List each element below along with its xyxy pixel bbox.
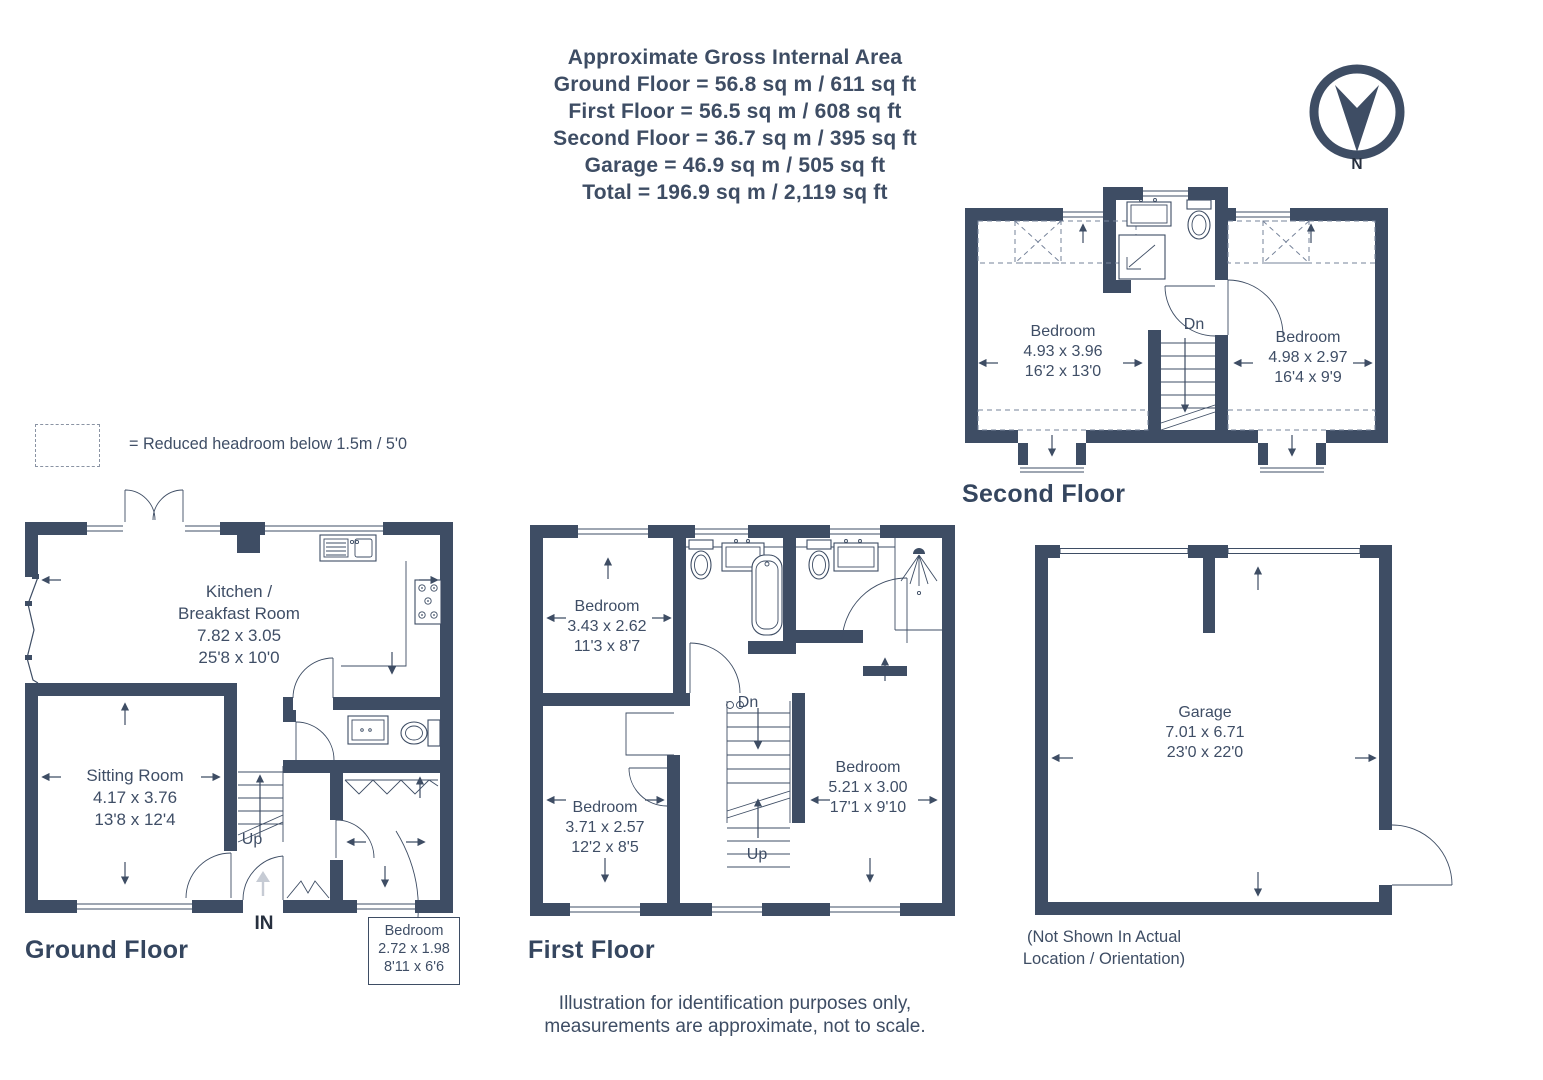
- summary-first: First Floor = 56.5 sq m / 608 sq ft: [568, 100, 902, 123]
- second-bedroom-left-label: Bedroom 4.93 x 3.96 16'2 x 13'0: [1023, 323, 1103, 380]
- first-floor-title: First Floor: [528, 936, 655, 964]
- ground-floor-plan: [25, 475, 465, 935]
- kitchen-sink-icon: [320, 535, 376, 561]
- garage-label: Garage 7.01 x 6.71 23'0 x 22'0: [1165, 704, 1245, 761]
- summary-garage: Garage = 46.9 sq m / 505 sq ft: [584, 154, 886, 177]
- ground-wardrobe: [345, 780, 438, 794]
- wc-fixtures: [348, 716, 440, 746]
- sitting-room-label: Sitting Room 4.17 x 3.76 13'8 x 12'4: [86, 766, 184, 829]
- first-bedroom-back-label: Bedroom 3.71 x 2.57 12'2 x 8'5: [565, 799, 645, 856]
- second-stairs-down-label: Dn: [1183, 316, 1205, 333]
- compass-north-label: N: [1351, 156, 1363, 173]
- ground-bedroom-label-box: Bedroom 2.72 x 1.98 8'11 x 6'6: [368, 917, 460, 985]
- first-bedroom-front-label: Bedroom 3.43 x 2.62 11'3 x 8'7: [567, 598, 647, 655]
- second-bedroom-right-label: Bedroom 4.98 x 2.97 16'4 x 9'9: [1268, 329, 1348, 386]
- second-stairs: [1161, 338, 1215, 430]
- ground-floor-title: Ground Floor: [25, 936, 189, 964]
- summary-second: Second Floor = 36.7 sq m / 395 sq ft: [553, 127, 917, 150]
- ground-stairs-up-label: Up: [241, 831, 263, 848]
- bed2-closet: [626, 713, 674, 755]
- summary-ground: Ground Floor = 56.8 sq m / 611 sq ft: [553, 73, 917, 96]
- shower-head-icon: [913, 548, 925, 554]
- french-doors: [125, 490, 183, 522]
- second-bathroom-fixtures: [1119, 199, 1211, 280]
- summary-title: Approximate Gross Internal Area: [567, 46, 903, 69]
- first-bedroom-right-label: Bedroom 5.21 x 3.00 17'1 x 9'10: [828, 759, 908, 816]
- second-floor-title: Second Floor: [962, 480, 1126, 508]
- gross-internal-area-summary: [500, 44, 970, 206]
- entrance-arrow-icon: [256, 871, 270, 896]
- kitchen-label: Kitchen / Breakfast Room 7.82 x 3.05 25'8 x 10'0: [178, 582, 300, 667]
- hob-icon: [415, 580, 441, 624]
- north-compass-icon: [1305, 58, 1410, 170]
- first-stairs-up-label: Up: [746, 846, 768, 863]
- disclaimer: Illustration for identification purposes only, measurements are approximate, not to scale.: [544, 993, 926, 1037]
- ground-bay-window: [25, 574, 39, 683]
- summary-total: Total = 196.9 sq m / 2,119 sq ft: [582, 181, 888, 204]
- first-stairs-down-label: Dn: [737, 694, 759, 711]
- reduced-headroom-swatch: [35, 424, 100, 467]
- bathroom2-fixtures: [796, 538, 942, 630]
- kitchen-counter: [341, 561, 406, 666]
- reduced-headroom-legend: = Reduced headroom below 1.5m / 5'0: [129, 435, 408, 453]
- garage-note: (Not Shown In Actual Location / Orientation): [1022, 928, 1186, 968]
- entrance-in-label: IN: [254, 913, 274, 934]
